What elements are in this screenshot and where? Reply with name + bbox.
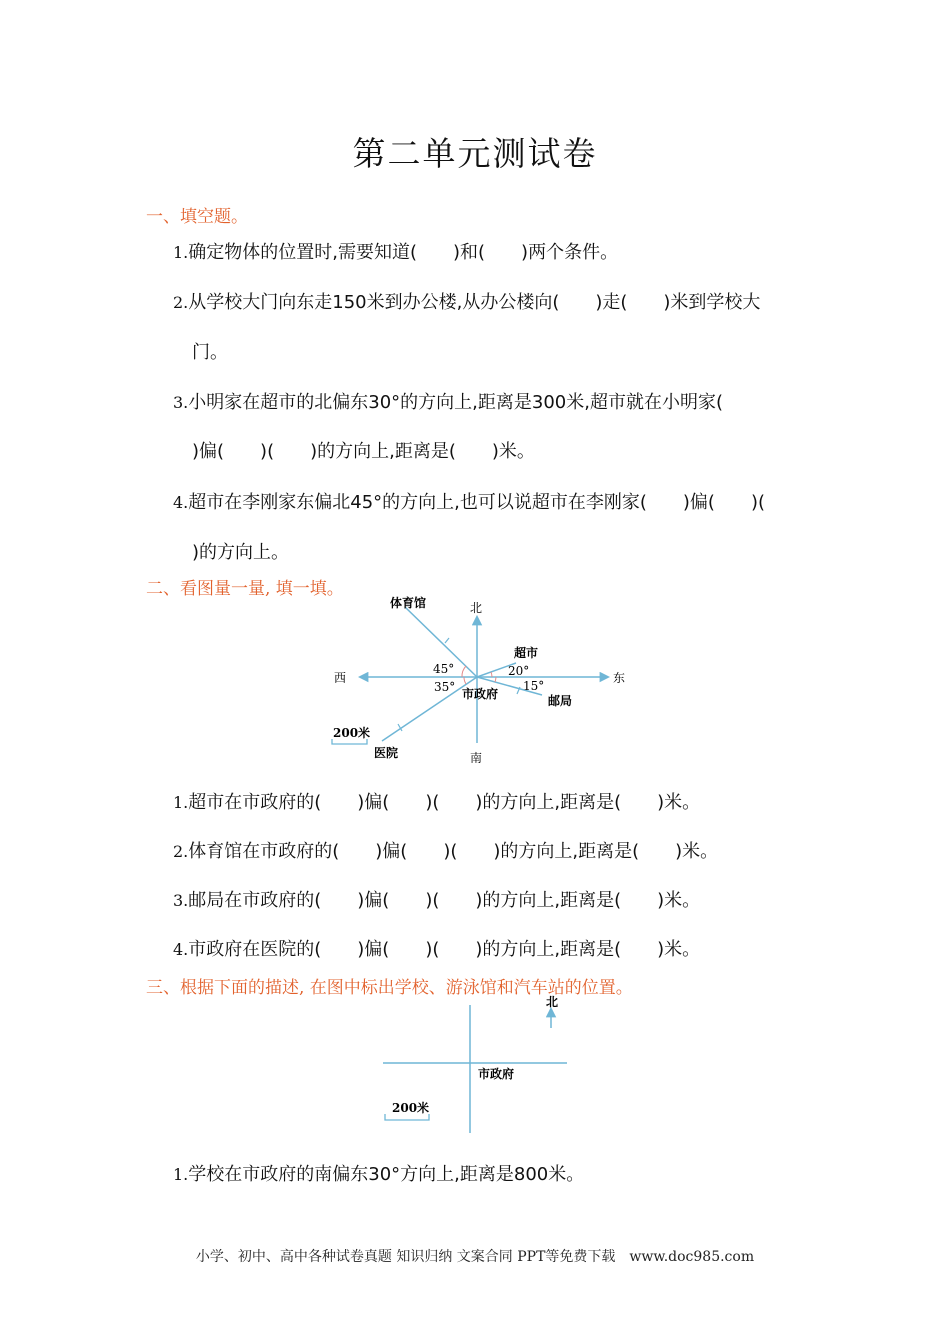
angle-arc-45 (462, 666, 466, 677)
label-north: 北 (546, 995, 559, 1009)
s2-question-1 (173, 788, 700, 814)
label-north: 北 (470, 601, 483, 615)
question-text: 超市在李刚家东偏北45°的方向上,也可以说超市在李刚家( )偏( )( (188, 492, 766, 513)
s2-question-3 (173, 886, 700, 912)
s1-question-1 (173, 238, 618, 264)
s2-question-2 (173, 837, 718, 863)
label-scale: 200米 (392, 1101, 430, 1115)
label-west: 西 (334, 671, 347, 685)
question-text: 从学校大门向东走150米到办公楼,从办公楼向( )走( )米到学校大 (188, 292, 761, 313)
label-city-hall: 市政府 (478, 1067, 515, 1081)
s2-question-4 (173, 935, 700, 961)
label-angle-35: 35° (434, 680, 456, 694)
question-number: 1. (173, 1165, 189, 1184)
question-number: 4. (173, 493, 189, 512)
label-city-hall: 市政府 (462, 687, 499, 701)
question-number: 3. (173, 891, 189, 910)
section-2-heading: 二、看图量一量, 填一填。 (146, 579, 344, 599)
page-title: 第二单元测试卷 (352, 134, 598, 173)
question-number: 4. (173, 940, 189, 959)
s3-question-1 (173, 1160, 584, 1186)
s1-question-2 (173, 288, 760, 314)
label-angle-45: 45° (433, 662, 455, 676)
angle-arc-35 (464, 677, 466, 684)
question-number: 1. (173, 793, 189, 812)
question-number: 3. (173, 393, 189, 412)
s1-question-2-continued: 门。 (192, 342, 228, 363)
label-east: 东 (613, 671, 626, 685)
question-number: 1. (173, 243, 189, 262)
question-text: 小明家在超市的北偏东30°的方向上,距离是300米,超市就在小明家( (188, 392, 723, 413)
question-number: 2. (173, 842, 189, 861)
label-gym: 体育馆 (390, 596, 427, 610)
page-footer: 小学、初中、高中各种试卷真题 知识归纳 文案合同 PPT等免费下载 www.doc985.com (195, 1249, 755, 1265)
label-supermarket: 超市 (514, 646, 539, 660)
tick-mark (445, 638, 449, 643)
direction-diagram (320, 595, 640, 770)
label-hospital: 医院 (374, 746, 399, 760)
section-1-heading: 一、填空题。 (146, 207, 248, 227)
s1-question-3 (173, 388, 723, 414)
label-angle-20: 20° (508, 664, 530, 678)
label-south: 南 (470, 751, 483, 765)
section-3-heading: 三、根据下面的描述, 在图中标出学校、游泳馆和汽车站的位置。 (146, 978, 633, 998)
question-number: 2. (173, 293, 189, 312)
s1-question-4 (173, 488, 765, 514)
label-angle-15: 15° (523, 679, 545, 693)
question-text: 学校在市政府的南偏东30°方向上,距离是800米。 (188, 1164, 585, 1185)
s1-question-3-continued: )偏( )( )的方向上,距离是( )米。 (192, 441, 535, 462)
question-text: 邮局在市政府的( )偏( )( )的方向上,距离是( )米。 (188, 890, 701, 911)
s1-question-4-continued: )的方向上。 (192, 542, 290, 563)
question-text: 体育馆在市政府的( )偏( )( )的方向上,距离是( )米。 (188, 841, 719, 862)
label-post-office: 邮局 (548, 694, 573, 708)
label-scale: 200米 (333, 726, 371, 740)
question-text: 超市在市政府的( )偏( )( )的方向上,距离是( )米。 (188, 792, 701, 813)
question-text: 市政府在医院的( )偏( )( )的方向上,距离是( )米。 (188, 939, 701, 960)
question-text: 确定物体的位置时,需要知道( )和( )两个条件。 (188, 242, 619, 263)
blank-map-diagram (375, 993, 585, 1138)
